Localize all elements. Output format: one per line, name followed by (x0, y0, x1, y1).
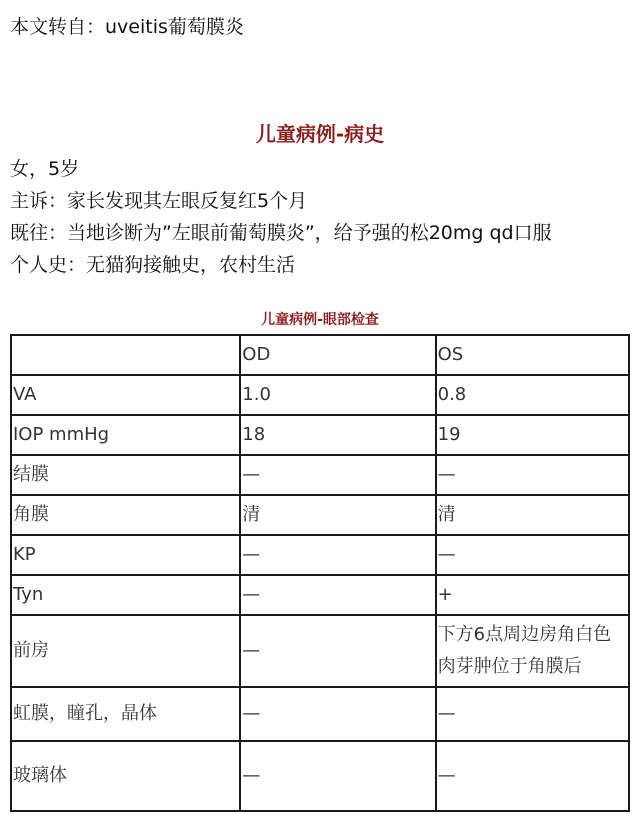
header-cell-od: OD (240, 335, 435, 375)
os-value: — (436, 741, 629, 811)
table-row (11, 375, 629, 415)
row-label: KP (11, 535, 240, 575)
os-value: — (436, 455, 629, 495)
header-cell-blank (11, 335, 240, 375)
os-value: — (436, 687, 629, 741)
os-value: 19 (436, 415, 629, 455)
os-value: 0.8 (436, 375, 629, 415)
table-row (11, 455, 629, 495)
row-label: VA (11, 375, 240, 415)
table-row (11, 495, 629, 535)
row-label: 角膜 (11, 495, 240, 535)
table-header-row (11, 335, 629, 375)
od-value: 清 (240, 495, 435, 535)
os-value: 清 (436, 495, 629, 535)
history-line-patient: 女，5岁 (10, 158, 80, 180)
os-value: + (436, 575, 629, 615)
exam-section-title: 儿童病例-眼部检查 (261, 312, 379, 328)
table-row (11, 575, 629, 615)
od-value: — (240, 455, 435, 495)
row-label: 虹膜，瞳孔，晶体 (11, 687, 240, 741)
source-attribution: 本文转自：uveitis葡萄膜炎 (10, 16, 244, 38)
history-line-past: 既往：当地诊断为”左眼前葡萄膜炎”，给予强的松20mg qd口服 (10, 222, 552, 244)
history-line-personal: 个人史：无猫狗接触史，农村生活 (10, 254, 296, 276)
od-value: — (240, 687, 435, 741)
table-row (11, 615, 629, 687)
row-label: 结膜 (11, 455, 240, 495)
table-row (11, 415, 629, 455)
history-section-title: 儿童病例-病史 (255, 122, 385, 146)
row-label: Tyn (11, 575, 240, 615)
os-value: — (436, 535, 629, 575)
od-value: 18 (240, 415, 435, 455)
od-value: — (240, 615, 435, 687)
table-row (11, 535, 629, 575)
eye-exam-table (10, 334, 630, 812)
history-line-complaint: 主诉：家长发现其左眼反复红5个月 (10, 190, 308, 212)
od-value: 1.0 (240, 375, 435, 415)
od-value: — (240, 575, 435, 615)
row-label: IOP mmHg (11, 415, 240, 455)
table-row (11, 687, 629, 741)
table-row (11, 741, 629, 811)
od-value: — (240, 741, 435, 811)
row-label: 玻璃体 (11, 741, 240, 811)
os-value: 下方6点周边房角白色肉芽肿位于角膜后 (436, 615, 629, 687)
row-label: 前房 (11, 615, 240, 687)
history-text (10, 153, 552, 281)
header-cell-os: OS (436, 335, 629, 375)
od-value: — (240, 535, 435, 575)
